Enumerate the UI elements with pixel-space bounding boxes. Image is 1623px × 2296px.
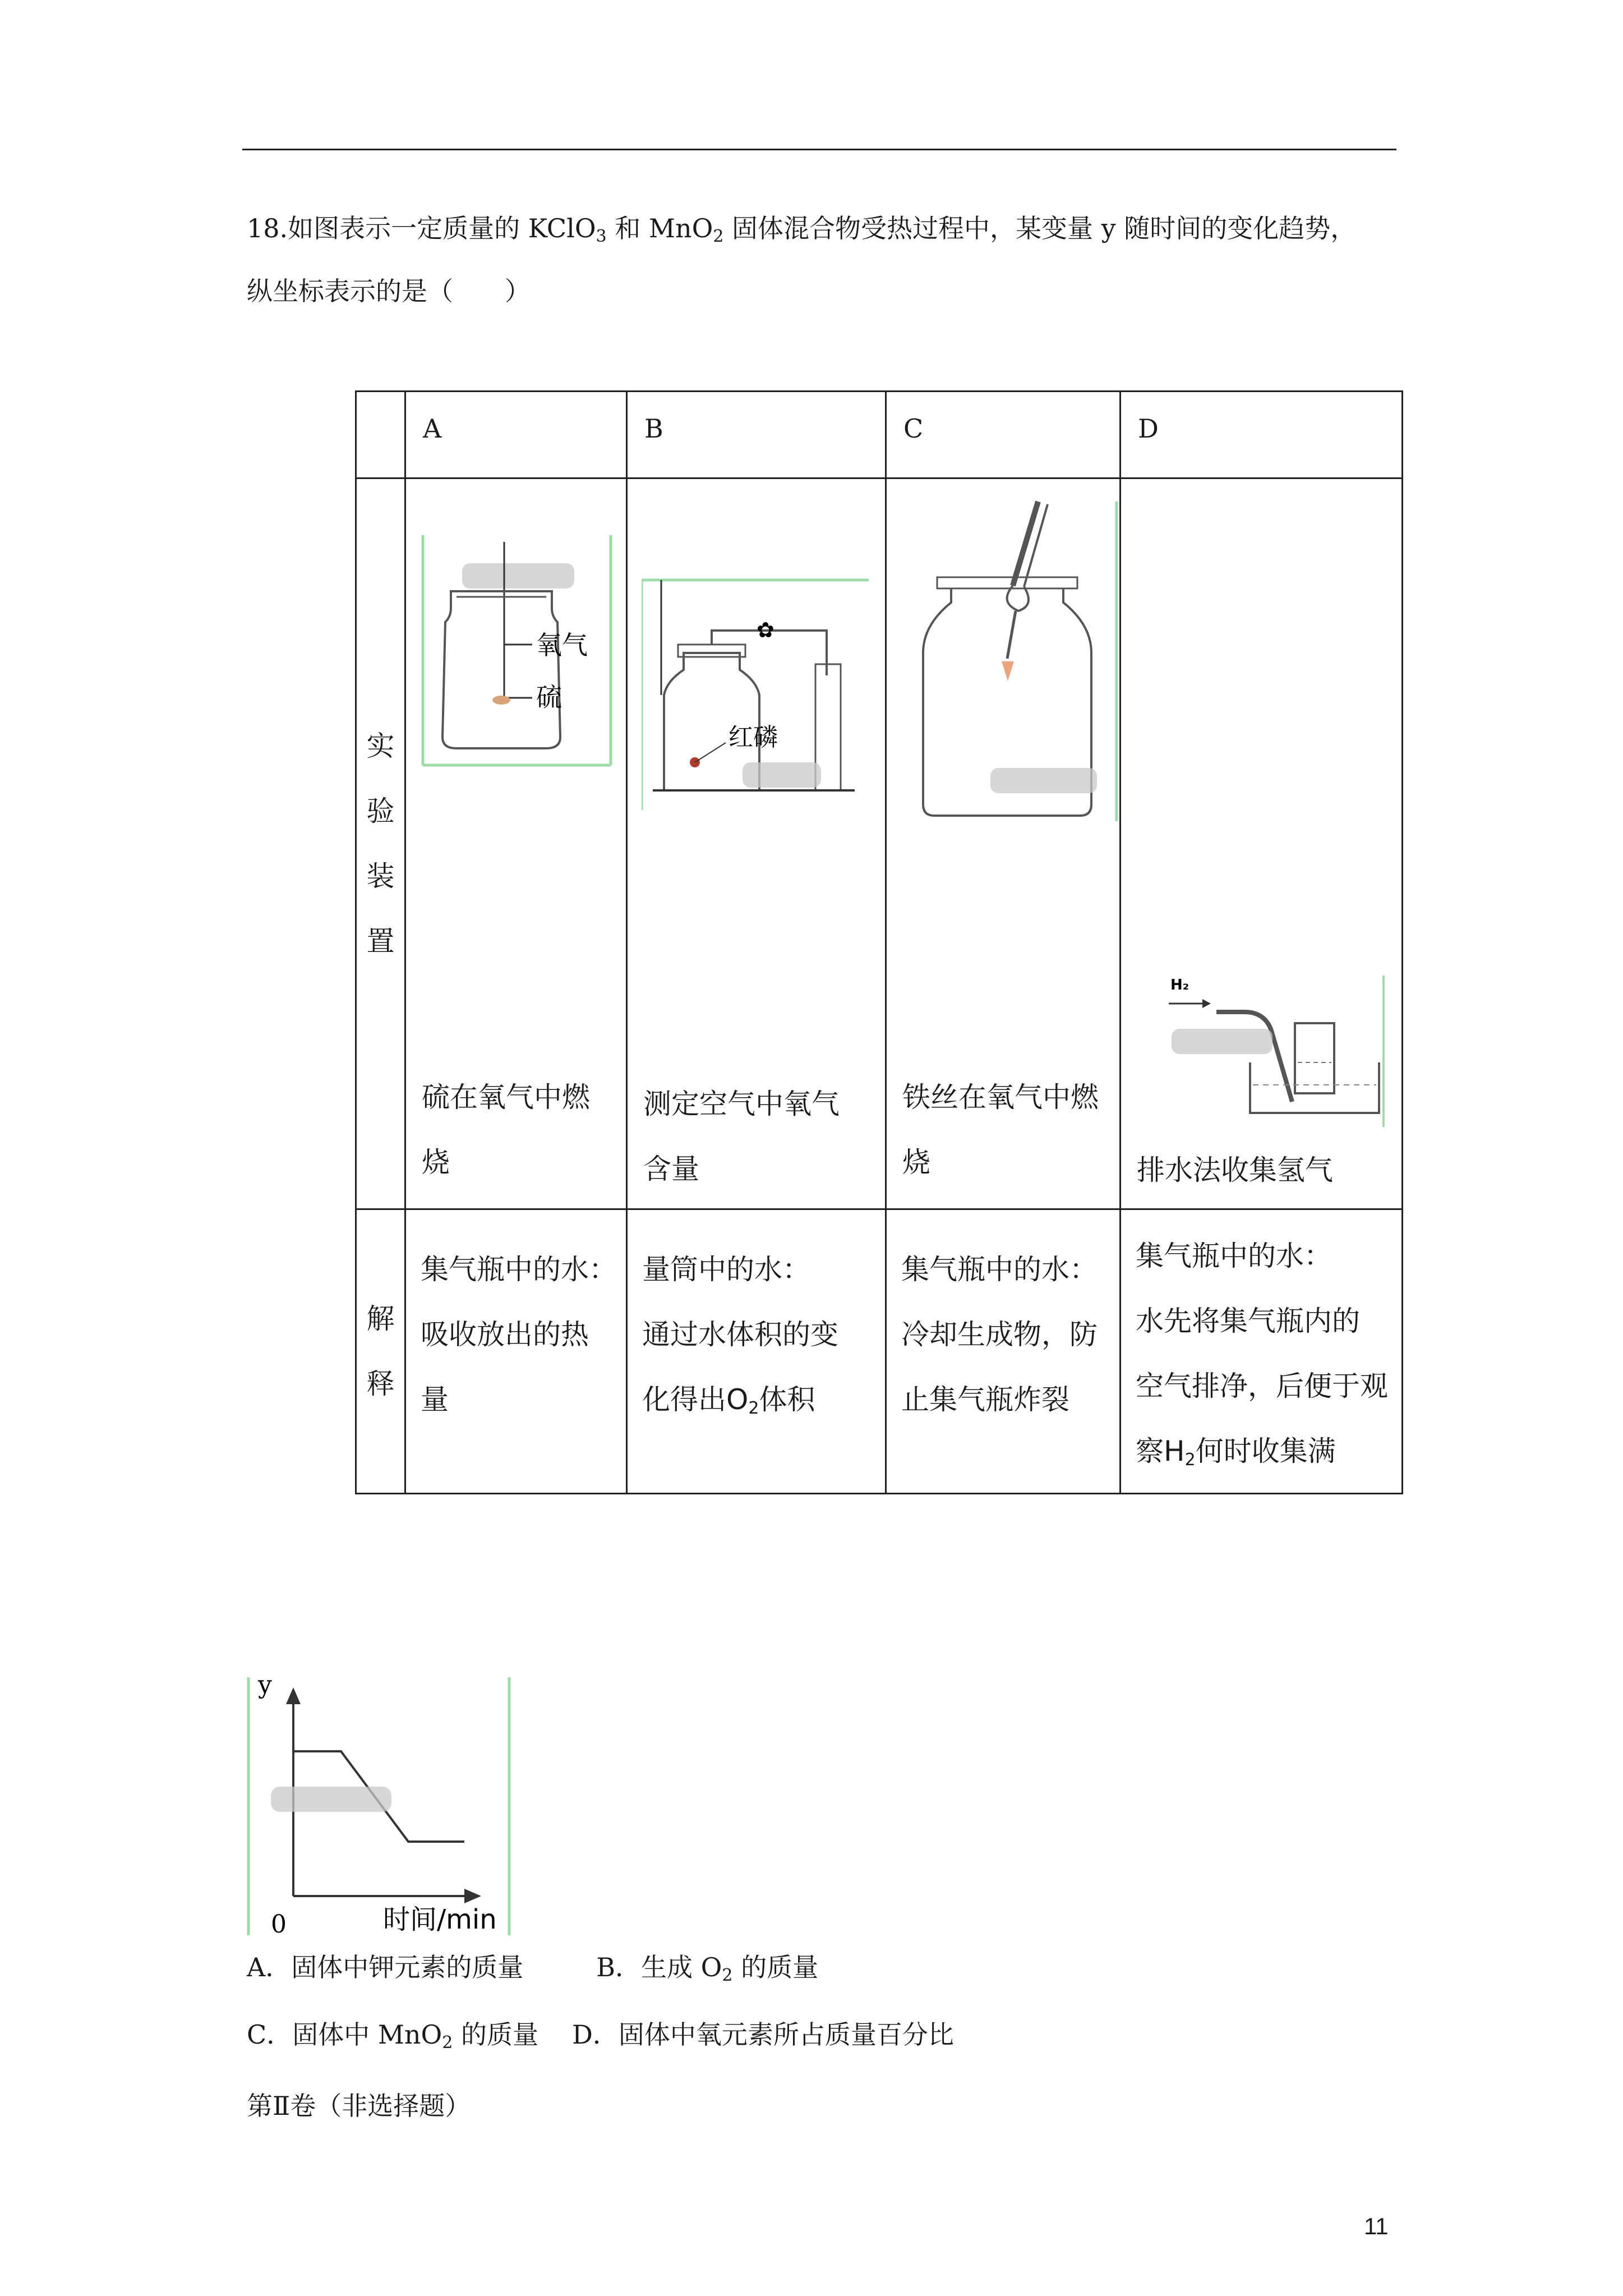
- header-b: B: [627, 392, 886, 478]
- row-label-explanation: 解 释: [356, 1209, 405, 1494]
- header-d: D: [1121, 392, 1403, 478]
- explanation-c: 集气瓶中的水： 冷却生成物，防 止集气瓶炸裂: [886, 1209, 1121, 1494]
- graph-y-label: y: [258, 1677, 272, 1699]
- option-c: C．固体中 MnO$_2$ 的质量: [247, 2019, 538, 2053]
- sulfur-combustion-apparatus: [417, 524, 619, 816]
- apparatus-d-caption: 排水法收集氢气: [1137, 1154, 1333, 1186]
- options-line-2: [247, 2018, 954, 2051]
- option-b: B．生成 $O_2$ 的质量: [596, 1952, 819, 1985]
- label-red-phosphorus: 红磷: [728, 723, 778, 752]
- header-a: A: [405, 392, 627, 478]
- apparatus-c-caption: 铁丝在氧气中燃 烧: [902, 1081, 1099, 1179]
- header-c: C: [886, 392, 1121, 478]
- experiment-table: [355, 390, 1403, 1494]
- page-number: 11: [1364, 2213, 1389, 2239]
- apparatus-c-cell: [886, 478, 1121, 1209]
- explanation-d: 集气瓶中的水： 水先将集气瓶内的 空气排净，后便于观 察$H_2$何时收集满: [1121, 1209, 1403, 1494]
- oxygen-content-apparatus: [642, 574, 877, 816]
- question-line-2: 纵坐标表示的是（ ）: [247, 276, 531, 306]
- label-h2: H₂: [1170, 977, 1189, 993]
- svg-text:✿: ✿: [757, 618, 774, 642]
- question-line-1: 18.如图表示一定质量的 KClO$_3$ 和 MnO$_2$ 固体混合物受热过程中，某变量 y 随时间的变化趋势，: [247, 213, 1357, 246]
- option-d: D．固体中氧元素所占质量百分比: [571, 2019, 954, 2050]
- options-line-1: [247, 1951, 818, 1984]
- apparatus-a-cell: [405, 478, 627, 1209]
- table-corner: [356, 392, 405, 478]
- explanation-b: 量筒中的水： 通过水体积的变 化得出$O_2$体积: [627, 1209, 886, 1494]
- section-title: 第Ⅱ卷（非选择题）: [247, 2091, 471, 2121]
- row-label-apparatus: 实 验 装 置: [356, 478, 405, 1209]
- label-oxygen: 氧气: [536, 630, 588, 660]
- iron-wire-combustion-apparatus: [901, 490, 1125, 827]
- header-rule: [242, 149, 1396, 150]
- y-vs-time-graph: [246, 1677, 514, 1941]
- hydrogen-collection-apparatus: [1160, 973, 1390, 1130]
- apparatus-a-caption: 硫在氧气中燃 烧: [422, 1081, 590, 1179]
- option-a: A．固体中钾元素的质量: [247, 1952, 524, 1982]
- graph-x-label: 时间/min: [383, 1904, 497, 1935]
- graph-origin: 0: [271, 1910, 287, 1939]
- apparatus-d-cell: [1121, 478, 1403, 1209]
- explanation-a: 集气瓶中的水： 吸收放出的热 量: [405, 1209, 627, 1494]
- table-header-row: [356, 392, 1403, 478]
- label-sulfur: 硫: [536, 682, 562, 712]
- apparatus-b-caption: 测定空气中氧气 含量: [643, 1088, 840, 1185]
- explanation-row: [356, 1209, 1403, 1494]
- apparatus-row: [356, 478, 1403, 1209]
- apparatus-b-cell: [627, 478, 886, 1209]
